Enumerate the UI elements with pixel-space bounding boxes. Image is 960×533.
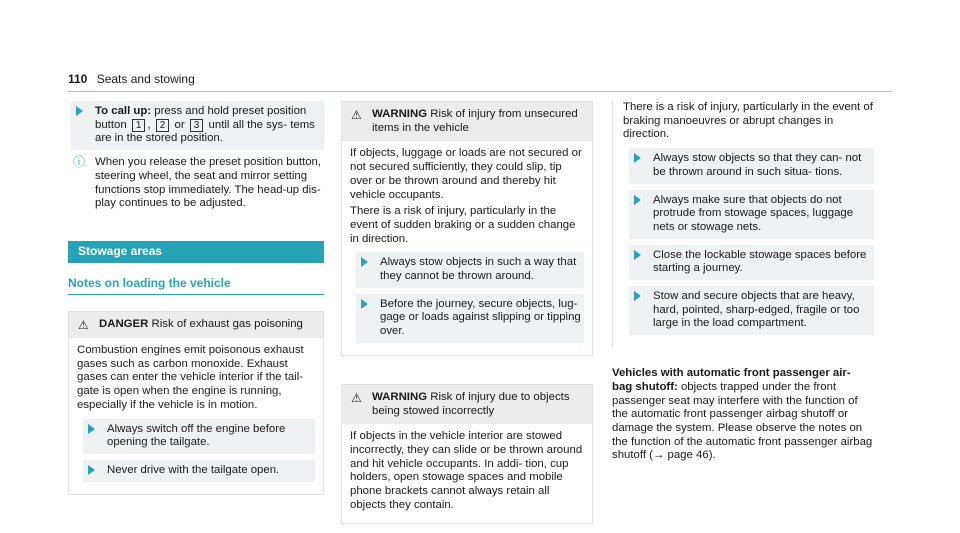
warning-body — [342, 424, 592, 523]
airbag-paragraph-text: objects trapped under the front passenger seat may interfere with the function of the automatic front passenger airbag shutoff or damage the system. Please observe the notes on the function of the automatic front passenger airbag shutoff ( — [612, 380, 873, 462]
danger-step — [83, 460, 315, 482]
page-title: Seats and stowing — [96, 72, 195, 86]
warning-step — [629, 245, 874, 280]
page-header — [68, 73, 195, 87]
continued-steps — [623, 148, 874, 335]
airbag-paragraph — [612, 367, 874, 463]
page-reference-link[interactable]: → page 46 — [652, 449, 709, 462]
warning-heading: Risk of injury from unsecured items in the vehicle — [372, 108, 578, 134]
warning-step-text: Always stow objects in such a way that they cannot be thrown around. — [380, 256, 577, 283]
warning-header — [342, 102, 592, 141]
warning-step — [629, 286, 874, 335]
step-call-up-label: To call up: — [95, 105, 152, 117]
info-icon: ⓘ — [73, 155, 86, 170]
warning-triangle-icon: ⚠ — [351, 108, 362, 122]
danger-box — [68, 311, 324, 494]
arrow-bullet-icon — [88, 424, 95, 434]
warning-triangle-icon: ⚠ — [78, 318, 89, 333]
preset-key-3: 3 — [190, 119, 204, 132]
section-title: Stowage areas — [68, 241, 324, 263]
info-note-text: When you release the preset position button, steering wheel, the seat and mirror setting functions stop immediately. The head-up dis- play continues to be adjusted. — [95, 156, 322, 210]
step-call-up-text-end: until all the sys- tems are in the stored position. — [95, 118, 315, 145]
arrow-bullet-icon — [76, 106, 83, 116]
arrow-bullet-icon — [634, 153, 641, 163]
continued-text: There is a risk of injury, particularly in the event of braking manoeuvres or abrupt changes in direction. — [623, 101, 873, 141]
info-note — [71, 150, 324, 211]
arrow-bullet-icon — [634, 291, 641, 301]
column-left — [68, 101, 324, 495]
step-call-up-text: press and hold preset position button — [95, 105, 307, 131]
arrow-bullet-icon — [361, 299, 368, 309]
danger-step-text: Always switch off the engine before opening the tailgate. — [107, 422, 286, 449]
warning-text: If objects in the vehicle interior are stowed incorrectly, they can slide or be thrown around and hit vehicle occupants. In addi- tion, cup holders, open stowage spaces and mobile phone brackets cannot always retain all objects they contain. — [350, 430, 583, 511]
warning-label: WARNING — [372, 390, 428, 403]
warning-step — [356, 294, 584, 343]
warning-triangle-icon: ⚠ — [351, 390, 362, 405]
preset-key-2: 2 — [156, 119, 170, 132]
danger-step — [83, 419, 315, 454]
warning-label: WARNING — [372, 108, 428, 120]
warning-step — [629, 190, 874, 239]
subsection-title: Notes on loading the vehicle — [68, 263, 324, 296]
arrow-bullet-icon — [634, 250, 641, 260]
airbag-paragraph-title: Vehicles with automatic front passenger air- bag shutoff: — [612, 367, 851, 393]
danger-text: Combustion engines emit poisonous exhaust gases such as carbon monoxide. Exhaust gases can enter the vehicle interior if the tail- gate is open when the engine is running, especially if the vehicle is in motion. — [77, 344, 304, 411]
warning-step-text: Before the journey, secure objects, lug- gage or loads against slipping or tipping over. — [380, 297, 581, 338]
continued-warning — [612, 101, 874, 347]
danger-heading: Risk of exhaust gas poisoning — [151, 318, 303, 331]
warning-step — [356, 252, 584, 287]
warning-box-unsecured — [341, 101, 593, 356]
warning-step-text: Always stow objects so that they can- not be thrown around in such situa- tions. — [653, 152, 862, 178]
column-middle — [341, 101, 593, 524]
or-text: or — [174, 118, 185, 131]
page-number: 110 — [68, 72, 88, 86]
header-divider — [68, 91, 892, 92]
column-right — [612, 101, 874, 463]
arrow-bullet-icon — [634, 195, 641, 205]
danger-body — [69, 338, 323, 494]
step-call-up: To call up: press and hold preset position button 1 , 2 or 3 until all the sys- tems are in the stored position. — [71, 101, 324, 150]
warning-box-incorrect — [341, 384, 593, 525]
danger-header — [69, 312, 323, 338]
warning-header — [342, 385, 592, 424]
warning-step — [629, 148, 874, 183]
arrow-bullet-icon — [88, 465, 95, 475]
danger-label: DANGER — [99, 318, 149, 331]
warning-heading: Risk of injury due to objects being stowed incorrectly — [372, 390, 570, 417]
warning-step-text: Stow and secure objects that are heavy, hard, pointed, sharp-edged, fragile or too large in the load compartment. — [653, 290, 860, 330]
preset-key-1: 1 — [132, 119, 146, 132]
warning-text: If objects, luggage or loads are not secured or not secured sufficiently, they could slip, tip over or be thrown around and thereby hit vehicle occupants. — [350, 147, 582, 201]
warning-text: There is a risk of injury, particularly in the event of sudden braking or a sudden change in direction. — [350, 205, 576, 245]
airbag-paragraph-end: ). — [708, 449, 716, 462]
arrow-bullet-icon — [361, 257, 368, 267]
danger-step-text: Never drive with the tailgate open. — [107, 463, 280, 476]
warning-step-text: Close the lockable stowage spaces before starting a journey. — [653, 248, 867, 275]
warning-step-text: Always make sure that objects do not protrude from stowage spaces, luggage nets or stowage nets. — [653, 193, 854, 233]
warning-body — [342, 141, 592, 354]
